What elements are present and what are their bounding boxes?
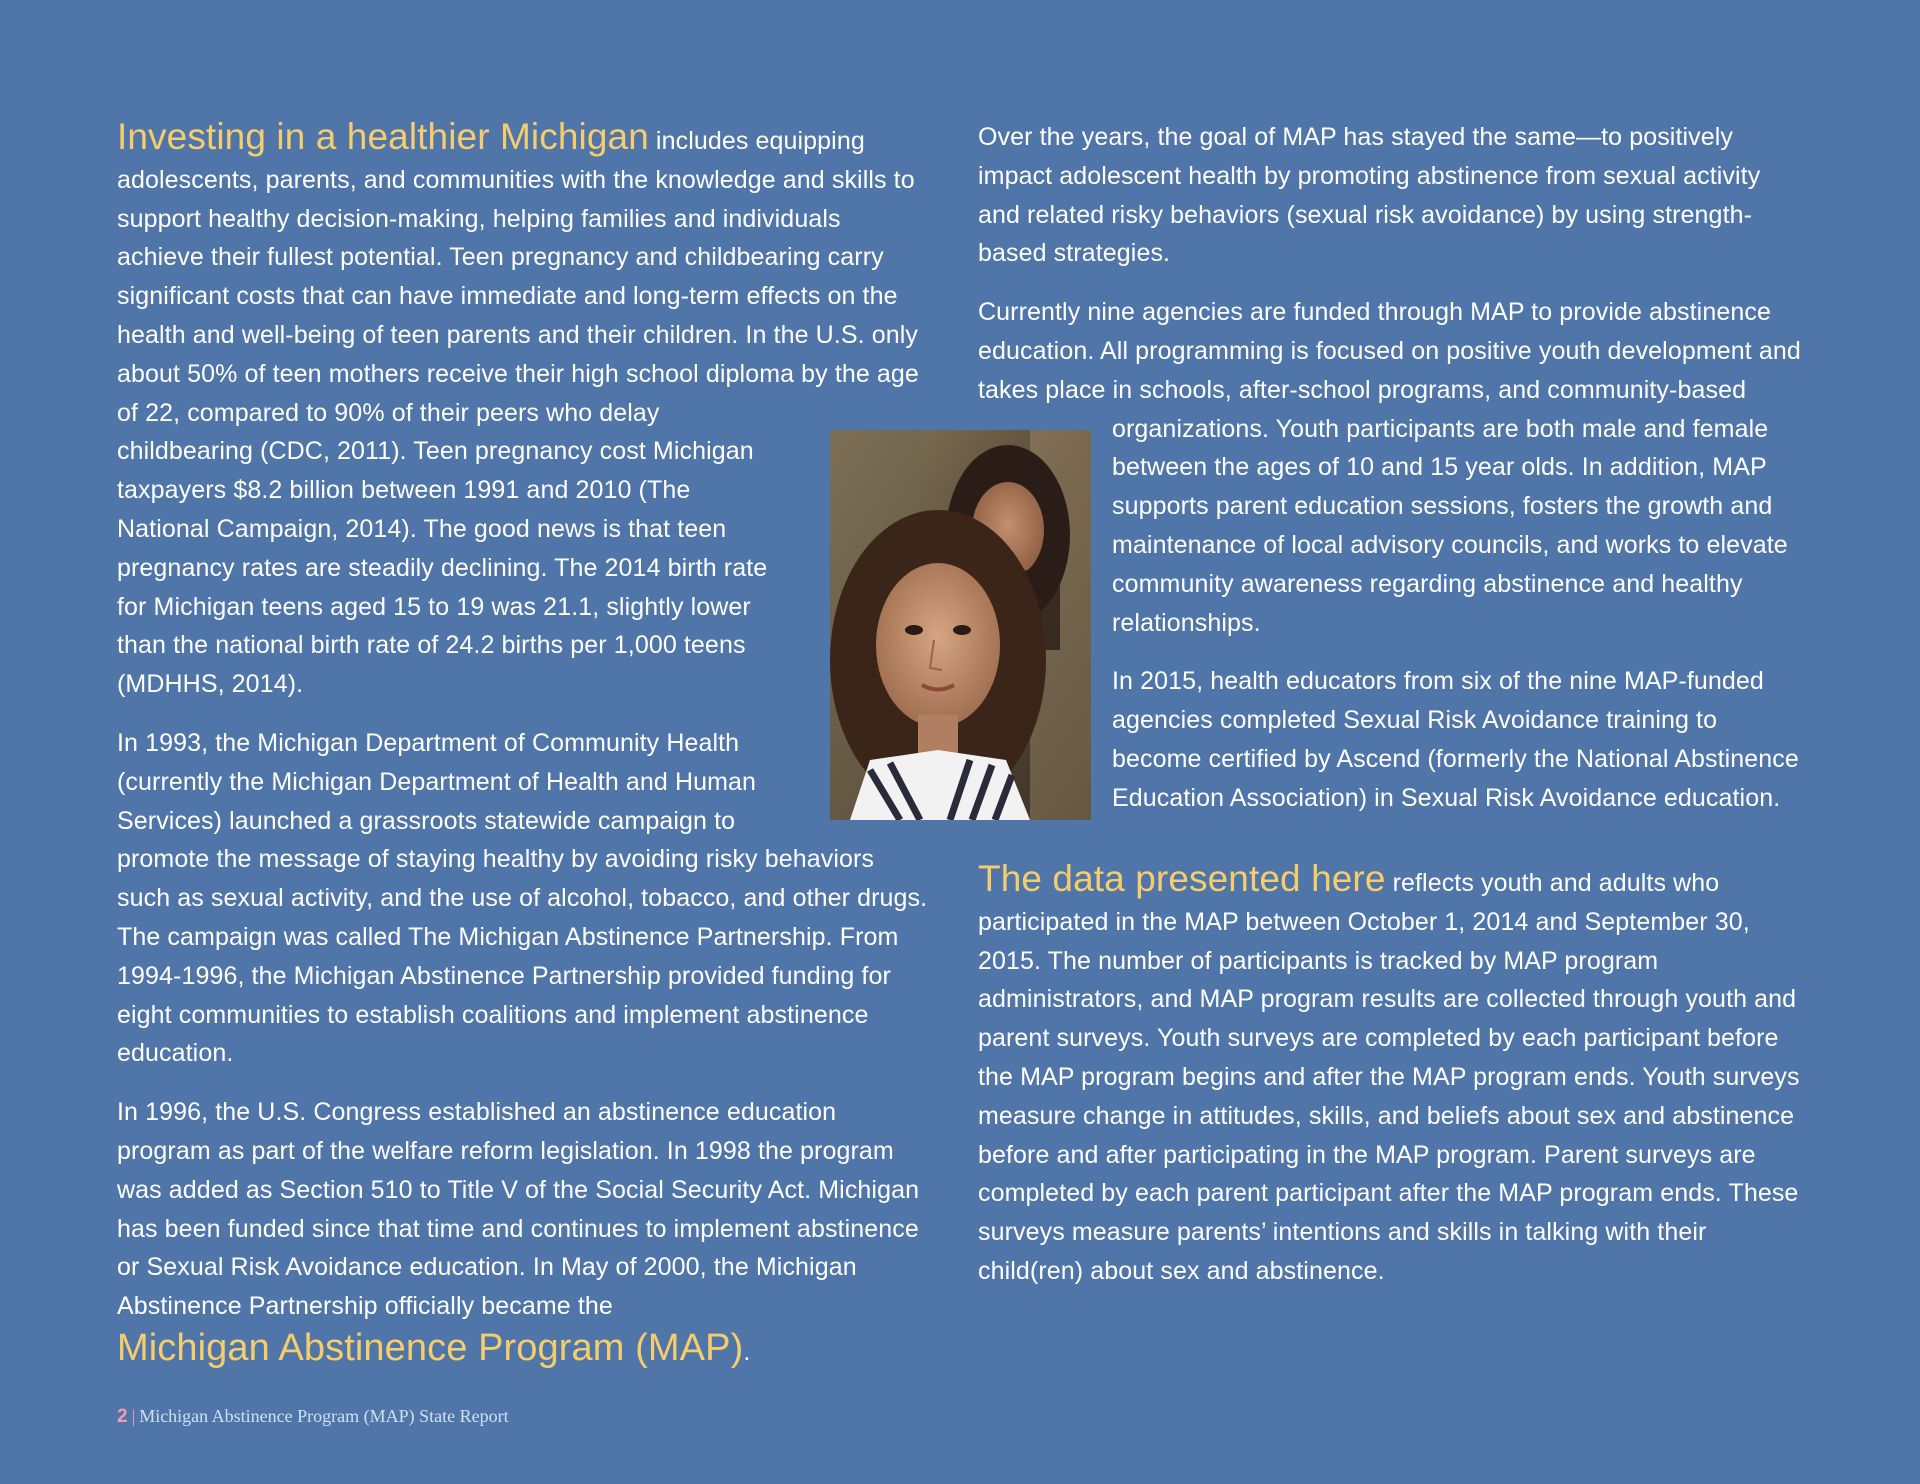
intro-body: includes equipping adolescents, parents, and communities with the knowledge and skills to support healthy decision-making, helping families and individuals achieve their fullest potential. Teen pregnancy and childbearing carry significant costs that can have immediate and long-term effects on the health and well-being of teen parents and their children. In the U.S. only about 50% of teen mothers receive their high school diploma by the age of 22, compared to 90% of their peers who delay childbearing (CDC, 2011). Teen pregnancy cost Michigan taxpayers $8.2 billion between 1991 and 2010 (The National Campaign, 2014). The good news is that teen pregnancy rates are steadily declining. The 2014 birth rate for Michigan teens aged 15 to 19 was 21.1, slightly lower than the national birth rate of 24.2 births per 1,000 teens (MDHHS, 2014).: [117, 127, 919, 699]
training-paragraph: In 2015, health educators from six of the nine MAP-funded agencies completed Sexual Risk Avoidance training to become certified by Ascend (formerly the National Abstinence Education Association) in Sexual Risk Avoidance education.: [1112, 667, 1799, 812]
report-title: Michigan Abstinence Program (MAP) State Report: [139, 1406, 509, 1426]
funding-paragraph: [117, 1093, 932, 1374]
data-paragraph: [978, 860, 1808, 1291]
portrait-photo: [830, 430, 1091, 820]
intro-lead-heading: Investing in a healthier Michigan: [117, 116, 649, 157]
page-footer: [117, 1406, 509, 1428]
right-column: [978, 118, 1808, 1311]
funding-body: In 1996, the U.S. Congress established an abstinence education program as part of the welfare reform legislation. In 1998 the program was added as Section 510 to Title V of the Social Security Act. Michigan has been funded since that time and continues to implement abstinence or Sexual Risk Avoidance education. In May of 2000, the Michigan Abstinence Partnership officially became the: [117, 1098, 920, 1321]
data-lead-heading: The data presented here: [978, 858, 1386, 899]
history-paragraph: In 1993, the Michigan Department of Community Health (currently the Michigan Department of Health and Human Services) launched a grassroots statewide campaign to promote the message of staying healthy by avoiding risky behaviors such as sexual activity, and the use of alcohol, tobacco, and other drugs. The campaign was called The Michigan Abstinence Partnership. From 1994-1996, the Michigan Abstinence Partnership provided funding for eight communities to establish coalitions and implement abstinence education.: [117, 728, 928, 1068]
left-column: [117, 118, 932, 1374]
goal-paragraph: Over the years, the goal of MAP has stayed the same—to positively impact adolescent health by promoting abstinence from sexual activity and related risky behaviors (sexual risk avoidance) by using strength-based strategies.: [978, 123, 1761, 268]
data-body: reflects youth and adults who participated in the MAP between October 1, 2014 and September 30, 2015. The number of participants is tracked by MAP program administrators, and MAP program results are collected through youth and parent surveys. Youth surveys are completed by each participant before the MAP program begins and after the MAP program ends. Youth surveys measure change in attitudes, skills, and beliefs about sex and abstinence before and after participating in the MAP program. Parent surveys are completed by each parent participant after the MAP program ends. These surveys measure parents’ intentions and skills in talking with their child(ren) about sex and abstinence.: [978, 869, 1800, 1285]
agencies-paragraph: Currently nine agencies are funded through MAP to provide abstinence education. All programming is focused on positive youth development and takes place in schools, after-school programs, and community-based organizations. Youth participants are both male and female between the ages of 10 and 15 year olds. In addition, MAP supports parent education sessions, fosters the growth and maintenance of local advisory councils, and works to elevate community awareness regarding abstinence and healthy relationships.: [978, 298, 1801, 637]
program-name-heading: Michigan Abstinence Program (MAP).: [117, 1326, 751, 1369]
page-number: 2: [117, 1406, 128, 1427]
footer-separator: |: [131, 1406, 136, 1426]
